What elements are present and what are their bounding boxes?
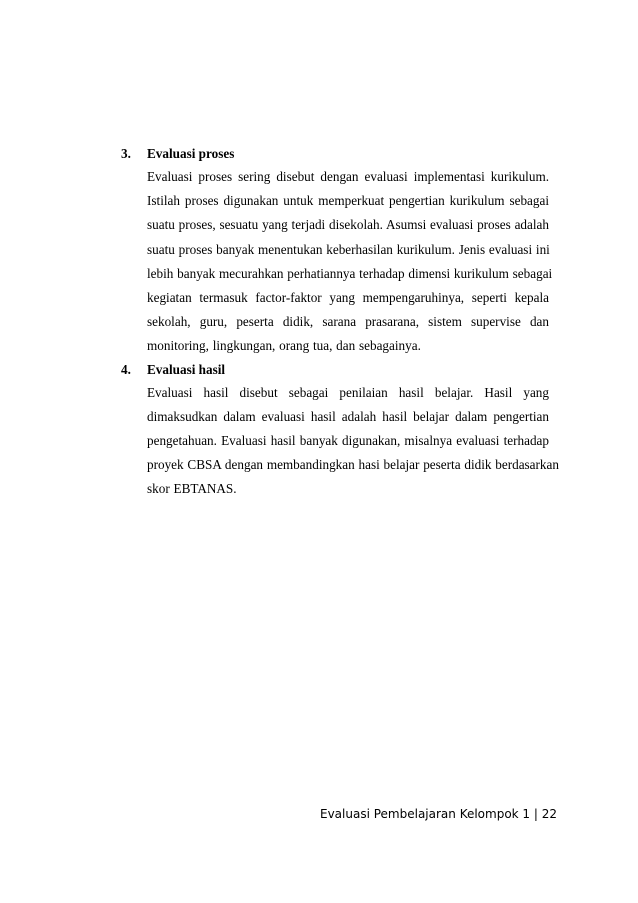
paragraph-line: proyek CBSA dengan membandingkan hasi belajar peserta didik berdasarkan <box>147 457 559 473</box>
paragraph-line: suatu proses, sesuatu yang terjadi disekolah. Asumsi evaluasi proses adalah <box>147 217 549 233</box>
page-footer: Evaluasi Pembelajaran Kelompok 1 | 22 <box>320 807 558 821</box>
section-number: 4. <box>121 361 131 377</box>
paragraph-line: Evaluasi hasil disebut sebagai penilaian hasil belajar. Hasil yang <box>147 384 549 400</box>
section-title: Evaluasi hasil <box>147 361 226 377</box>
section-paragraph <box>147 165 553 359</box>
paragraph-line: Istilah proses digunakan untuk memperkuat pengertian kurikulum sebagai <box>147 193 549 209</box>
section-heading <box>121 359 549 381</box>
section-paragraph <box>147 381 559 502</box>
paragraph-line: suatu proses banyak menentukan keberhasilan kurikulum. Jenis evaluasi ini <box>147 241 550 257</box>
paragraph-line: pengetahuan. Evaluasi hasil banyak digunakan, misalnya evaluasi terhadap <box>147 432 549 448</box>
paragraph-line: Evaluasi proses sering disebut dengan evaluasi implementasi kurikulum. <box>147 169 549 184</box>
section-evaluasi-hasil <box>121 359 559 502</box>
paragraph-line: monitoring, lingkungan, orang tua, dan sebagainya. <box>147 338 421 354</box>
paragraph-line: dimaksudkan dalam evaluasi hasil adalah hasil belajar dalam pengertian <box>147 408 549 424</box>
paragraph-line: sekolah, guru, peserta didik, sarana prasarana, sistem supervise dan <box>147 314 549 330</box>
section-evaluasi-proses <box>121 143 553 359</box>
section-title: Evaluasi proses <box>147 146 235 161</box>
paragraph-line: lebih banyak mecurahkan perhatiannya terhadap dimensi kurikulum sebagai <box>147 265 553 281</box>
paragraph-line: skor EBTANAS. <box>147 481 237 497</box>
section-number: 3. <box>121 146 131 161</box>
document-body <box>121 143 559 501</box>
section-heading <box>121 143 549 165</box>
paragraph-line: kegiatan termasuk factor-faktor yang mempengaruhinya, seperti kepala <box>147 289 549 305</box>
